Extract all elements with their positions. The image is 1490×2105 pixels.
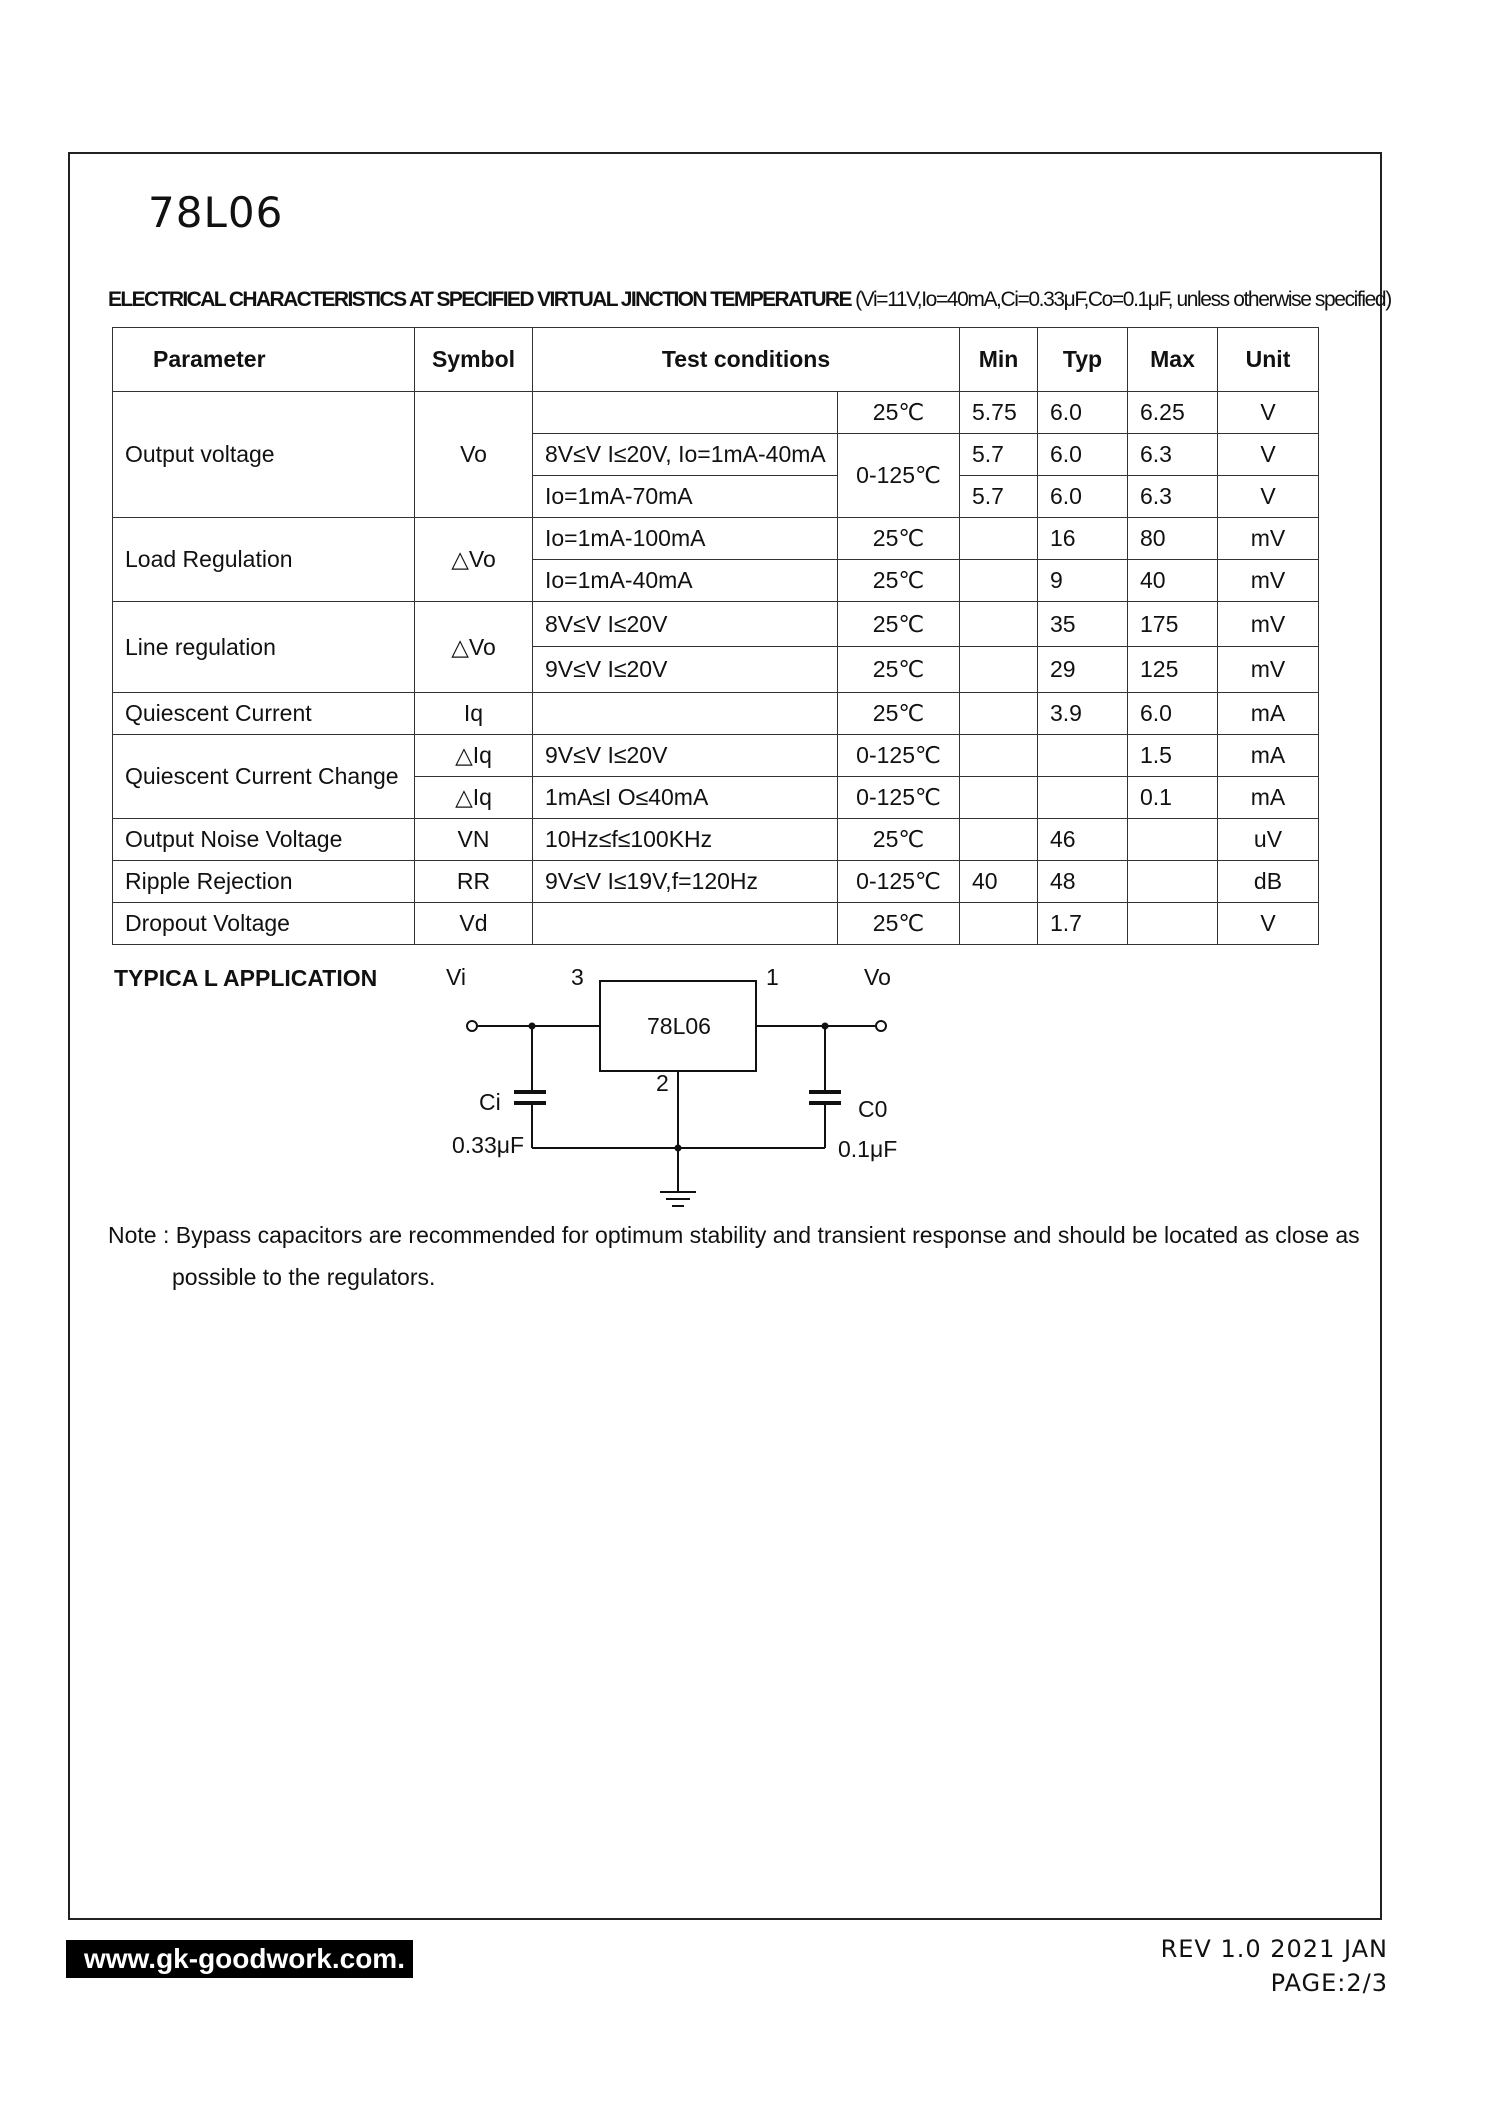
max-cell: 80 [1128,518,1218,560]
param-output-voltage: Output voltage [113,392,415,518]
typ-cell: 9 [1038,560,1128,602]
unit-cell: mV [1218,560,1319,602]
param-dropout-voltage: Dropout Voltage [113,903,415,945]
unit-cell: mA [1218,735,1319,777]
symbol-delta-iq: △Iq [415,735,533,777]
typ-cell: 29 [1038,647,1128,693]
footer-info [1161,1932,1388,2000]
temp-cell: 0-125℃ [838,777,960,819]
condition-cell: 9V≤V I≤20V [533,647,838,693]
website-link[interactable]: www.gk-goodwork.com. [66,1940,413,1978]
typ-cell: 16 [1038,518,1128,560]
typ-cell: 6.0 [1038,392,1128,434]
unit-cell: mA [1218,777,1319,819]
temp-cell: 25℃ [838,392,960,434]
vo-terminal [876,1021,886,1031]
condition-cell: 8V≤V I≤20V [533,602,838,647]
junction-dot [529,1023,536,1030]
temp-cell: 25℃ [838,903,960,945]
condition-cell: 10Hz≤f≤100KHz [533,819,838,861]
unit-cell: V [1218,476,1319,518]
symbol-delta-vo: △Vo [415,518,533,602]
param-quiescent-current: Quiescent Current [113,693,415,735]
heading-conditions: (Vi=11V,Io=40mA,Ci=0.33μF,Co=0.1μF, unless otherwise specified) [855,288,1391,311]
symbol-iq: Iq [415,693,533,735]
param-load-regulation: Load Regulation [113,518,415,602]
condition-cell: 9V≤V I≤20V [533,735,838,777]
header-symbol: Symbol [415,328,533,392]
vi-terminal [467,1021,477,1031]
chip-label: 78L06 [647,1013,711,1039]
symbol-delta-vo: △Vo [415,602,533,693]
temp-cell: 25℃ [838,647,960,693]
unit-cell: mV [1218,518,1319,560]
unit-cell: mV [1218,647,1319,693]
symbol-vn: VN [415,819,533,861]
temp-cell: 25℃ [838,602,960,647]
note-line-2: possible to the regulators. [172,1264,436,1290]
typ-cell: 48 [1038,861,1128,903]
min-cell: 5.75 [960,392,1038,434]
symbol-delta-iq: △Iq [415,777,533,819]
junction-dot [675,1145,682,1152]
condition-cell: 9V≤V I≤19V,f=120Hz [533,861,838,903]
vi-label: Vi [446,964,467,990]
header-max: Max [1128,328,1218,392]
revision-text: REV 1.0 2021 JAN [1160,1935,1388,1963]
pin-2-label: 2 [656,1070,669,1096]
typ-cell: 3.9 [1038,693,1128,735]
param-line-regulation: Line regulation [113,602,415,693]
header-min: Min [960,328,1038,392]
condition-cell: 1mA≤I O≤40mA [533,777,838,819]
typ-cell: 6.0 [1038,434,1128,476]
min-cell: 5.7 [960,476,1038,518]
unit-cell: mV [1218,602,1319,647]
pin-3-label: 3 [571,964,584,990]
header-typ: Typ [1038,328,1128,392]
unit-cell: V [1218,903,1319,945]
temp-cell: 0-125℃ [838,735,960,777]
condition-cell: 8V≤V I≤20V, Io=1mA-40mA [533,434,838,476]
note [108,1214,1360,1298]
max-cell: 40 [1128,560,1218,602]
unit-cell: dB [1218,861,1319,903]
typ-cell: 46 [1038,819,1128,861]
unit-cell: mA [1218,693,1319,735]
temp-cell: 25℃ [838,518,960,560]
typ-cell: 35 [1038,602,1128,647]
symbol-vd: Vd [415,903,533,945]
min-cell: 40 [960,861,1038,903]
temp-cell: 0-125℃ [838,861,960,903]
co-label: C0 [858,1096,888,1122]
ci-value: 0.33μF [452,1132,525,1158]
unit-cell: V [1218,392,1319,434]
max-cell: 6.3 [1128,434,1218,476]
max-cell: 175 [1128,602,1218,647]
min-cell: 5.7 [960,434,1038,476]
vo-label: Vo [864,964,891,990]
typ-cell: 1.7 [1038,903,1128,945]
header-test-conditions: Test conditions [533,328,960,392]
temp-cell: 25℃ [838,819,960,861]
param-quiescent-current-change: Quiescent Current Change [113,735,415,819]
condition-cell: Io=1mA-40mA [533,560,838,602]
max-cell: 6.25 [1128,392,1218,434]
ci-label: Ci [479,1089,501,1115]
header-unit: Unit [1218,328,1319,392]
heading-text: ELECTRICAL CHARACTERISTICS AT SPECIFIED VIRTUAL JINCTION TEMPERATURE [108,288,851,311]
symbol-rr: RR [415,861,533,903]
param-ripple-rejection: Ripple Rejection [113,861,415,903]
max-cell: 125 [1128,647,1218,693]
page-title: 78L06 [148,188,284,237]
header-parameter: Parameter [113,328,415,392]
condition-cell: Io=1mA-70mA [533,476,838,518]
max-cell: 6.0 [1128,693,1218,735]
page-number: PAGE:2/3 [1270,1969,1388,1997]
junction-dot [822,1023,829,1030]
max-cell: 1.5 [1128,735,1218,777]
pin-1-label: 1 [766,964,779,990]
temp-cell: 25℃ [838,693,960,735]
temp-cell: 25℃ [838,560,960,602]
typ-cell: 6.0 [1038,476,1128,518]
temp-cell: 0-125℃ [838,434,960,518]
condition-cell: Io=1mA-100mA [533,518,838,560]
symbol-vo: Vo [415,392,533,518]
max-cell: 0.1 [1128,777,1218,819]
note-line-1: Note : Bypass capacitors are recommended for optimum stability and transient response and should be located as close as [108,1222,1360,1248]
unit-cell: uV [1218,819,1319,861]
unit-cell: V [1218,434,1319,476]
param-output-noise-voltage: Output Noise Voltage [113,819,415,861]
co-value: 0.1μF [838,1136,898,1162]
max-cell: 6.3 [1128,476,1218,518]
typical-application-label: TYPICA L APPLICATION [114,965,378,991]
